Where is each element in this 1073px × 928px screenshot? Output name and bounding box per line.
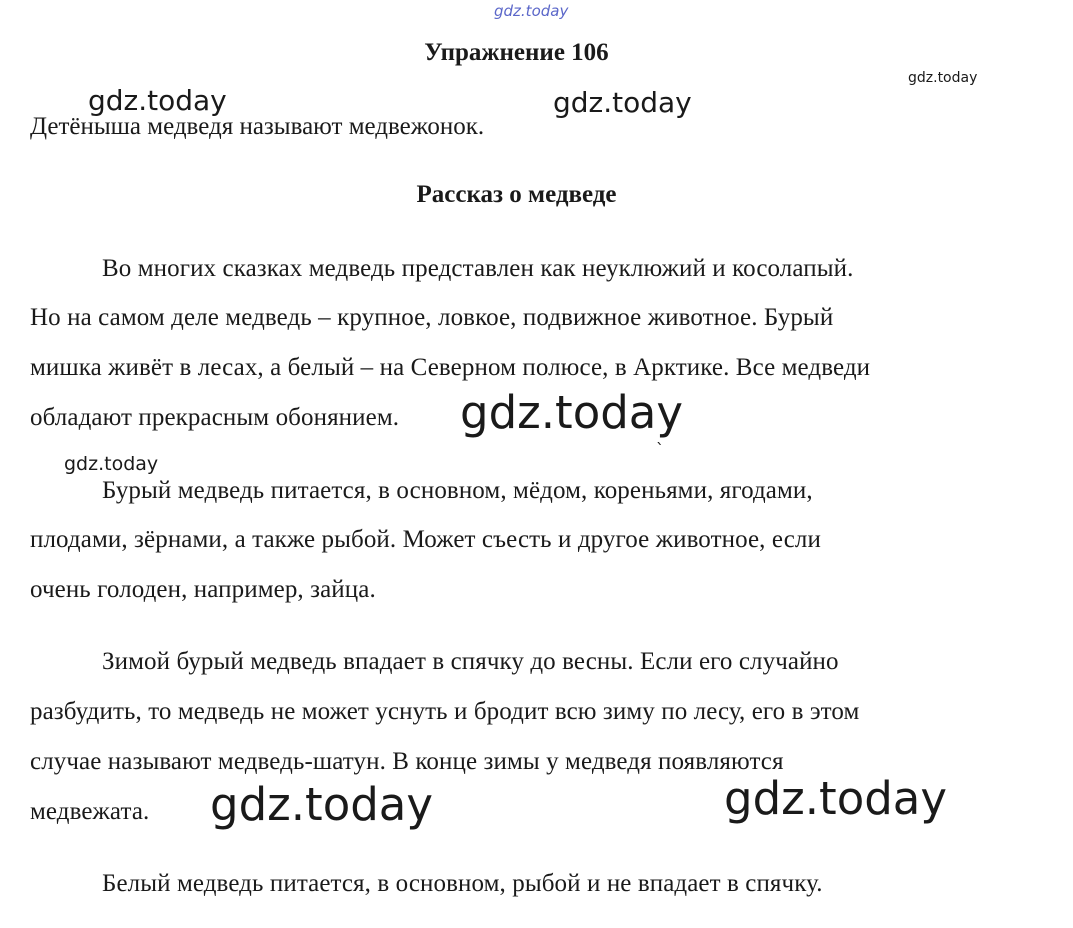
- story-title: Рассказ о медведе: [416, 181, 617, 208]
- watermark-intro-left: gdz.today: [88, 84, 227, 117]
- watermark-mid-large: gdz.today: [460, 386, 684, 439]
- watermark-top-right: gdz.today: [908, 70, 978, 86]
- story-line: Бурый медведь питается, в основном, мёдом, кореньями, ягодами,: [102, 477, 813, 504]
- story-line: медвежата.: [30, 798, 150, 825]
- story-line: мишка живёт в лесах, а белый – на Северном полюсе, в Арктике. Все медведи: [30, 354, 871, 381]
- story-line: очень голоден, например, зайца.: [30, 576, 376, 603]
- watermark-bottom-right: gdz.today: [724, 772, 948, 825]
- stray-mark: `: [656, 440, 664, 459]
- story-line: плодами, зёрнами, а также рыбой. Может съесть и другое животное, если: [30, 526, 821, 553]
- story-line: обладают прекрасным обонянием.: [30, 404, 400, 431]
- story-line: Зимой бурый медведь впадает в спячку до весны. Если его случайно: [102, 648, 839, 675]
- intro-sentence: Детёныша медведя называют медвежонок.: [30, 113, 485, 140]
- story-line: Но на самом деле медведь – крупное, ловкое, подвижное животное. Бурый: [30, 304, 834, 331]
- watermark-intro-center: gdz.today: [553, 86, 692, 119]
- story-line: Белый медведь питается, в основном, рыбой и не впадает в спячку.: [102, 870, 823, 897]
- watermark-bottom-left: gdz.today: [210, 778, 434, 831]
- watermark-top-center: gdz.today: [494, 2, 569, 20]
- story-line: Во многих сказках медведь представлен как неуклюжий и косолапый.: [102, 255, 854, 282]
- story-line: разбудить, то медведь не может уснуть и бродит всю зиму по лесу, его в этом: [30, 698, 860, 725]
- story-line: случае называют медведь-шатун. В конце зимы у медведя появляются: [30, 748, 784, 775]
- exercise-heading: Упражнение 106: [424, 39, 609, 66]
- watermark-left-small: gdz.today: [64, 453, 159, 475]
